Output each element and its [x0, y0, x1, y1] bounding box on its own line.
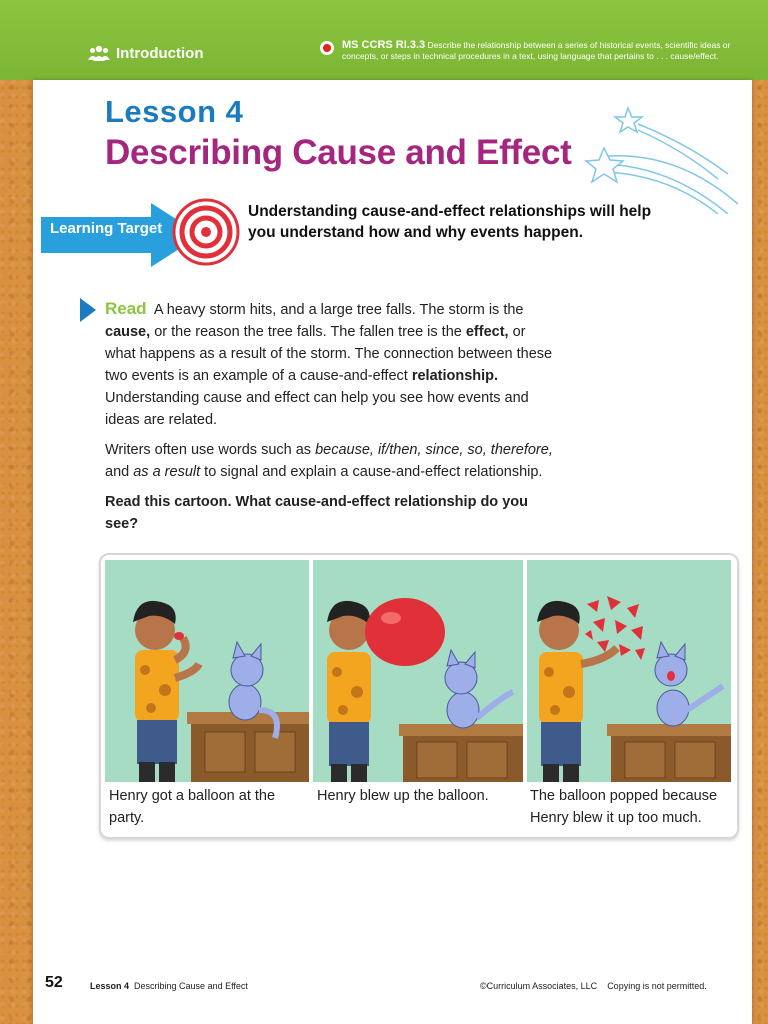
- standard-icon: [320, 41, 334, 55]
- cartoon-caption-1: Henry got a balloon at the party.: [109, 788, 276, 826]
- text-span: A heavy storm hits, and a large tree falls. The storm is the: [153, 302, 524, 318]
- learning-target-text: Understanding cause-and-effect relationships will help you understand how and why events happen.: [248, 203, 652, 241]
- worksheet-page: [33, 80, 752, 1024]
- lesson-title: Describing Cause and Effect: [105, 133, 572, 172]
- people-icon: [88, 44, 110, 62]
- text-span: or what happens as a result of the storm. The connection between these two events is an example of a cause-and-effect: [105, 324, 553, 384]
- text-span: Understanding cause and effect can help you see how events and ideas are related.: [105, 390, 529, 428]
- cartoon-caption-2: Henry blew up the balloon.: [317, 788, 489, 804]
- section-label: [88, 44, 203, 62]
- footer-lesson: [90, 981, 248, 991]
- term-effect: effect,: [465, 324, 509, 340]
- read-paragraph-1: [105, 298, 560, 431]
- text-span: and: [105, 464, 130, 480]
- triangle-marker-icon: [80, 298, 96, 322]
- page-number: 52: [45, 974, 63, 991]
- copying-notice: Copying is not permitted.: [607, 981, 707, 991]
- standard-code: MS CCRS RI.3.3: [342, 39, 426, 51]
- cartoon-panel-3: [527, 560, 731, 782]
- cartoon-strip: [99, 553, 739, 839]
- text-span: Writers often use words such as: [105, 442, 312, 458]
- cartoon-panel-1: [105, 560, 309, 782]
- footer-lesson-title: Describing Cause and Effect: [134, 981, 248, 991]
- copyright-text: ©Curriculum Associates, LLC: [480, 981, 598, 991]
- read-section: [105, 298, 560, 543]
- text-span: or the reason the tree falls. The fallen tree is the: [154, 324, 462, 340]
- term-relationship: relationship.: [411, 368, 499, 384]
- lesson-number: Lesson 4: [105, 94, 244, 129]
- footer-copyright: [480, 981, 707, 991]
- shooting-stars-icon: [578, 104, 748, 214]
- signal-words: because, if/then, since, so, therefore,: [315, 442, 553, 458]
- cartoon-panel-2-illustration: [313, 560, 523, 782]
- cartoon-panel-2: [313, 560, 523, 782]
- read-label: Read: [105, 299, 147, 318]
- term-cause: cause,: [105, 324, 151, 340]
- learning-target-label: Learning Target: [50, 220, 163, 237]
- top-banner: [0, 0, 768, 80]
- standard-text: Describe the relationship between a series of historical events, scientific ideas or concepts, or steps in technical procedures in a text, using language that pertains to . . . cause/effect.: [342, 40, 731, 61]
- footer-lesson-label: Lesson 4: [90, 981, 130, 991]
- cartoon-question: Read this cartoon. What cause-and-effect relationship do you see?: [105, 494, 528, 532]
- cartoon-panel-1-illustration: [105, 560, 309, 782]
- read-paragraph-2: [105, 439, 560, 483]
- cartoon-caption-3: The balloon popped because Henry blew it up too much.: [530, 788, 718, 826]
- section-label-text: Introduction: [116, 44, 204, 62]
- text-span: to signal and explain a cause-and-effect relationship.: [204, 464, 543, 480]
- cartoon-panel-3-illustration: [527, 560, 731, 782]
- standard-note: [320, 40, 740, 61]
- signal-phrase: as a result: [133, 464, 201, 480]
